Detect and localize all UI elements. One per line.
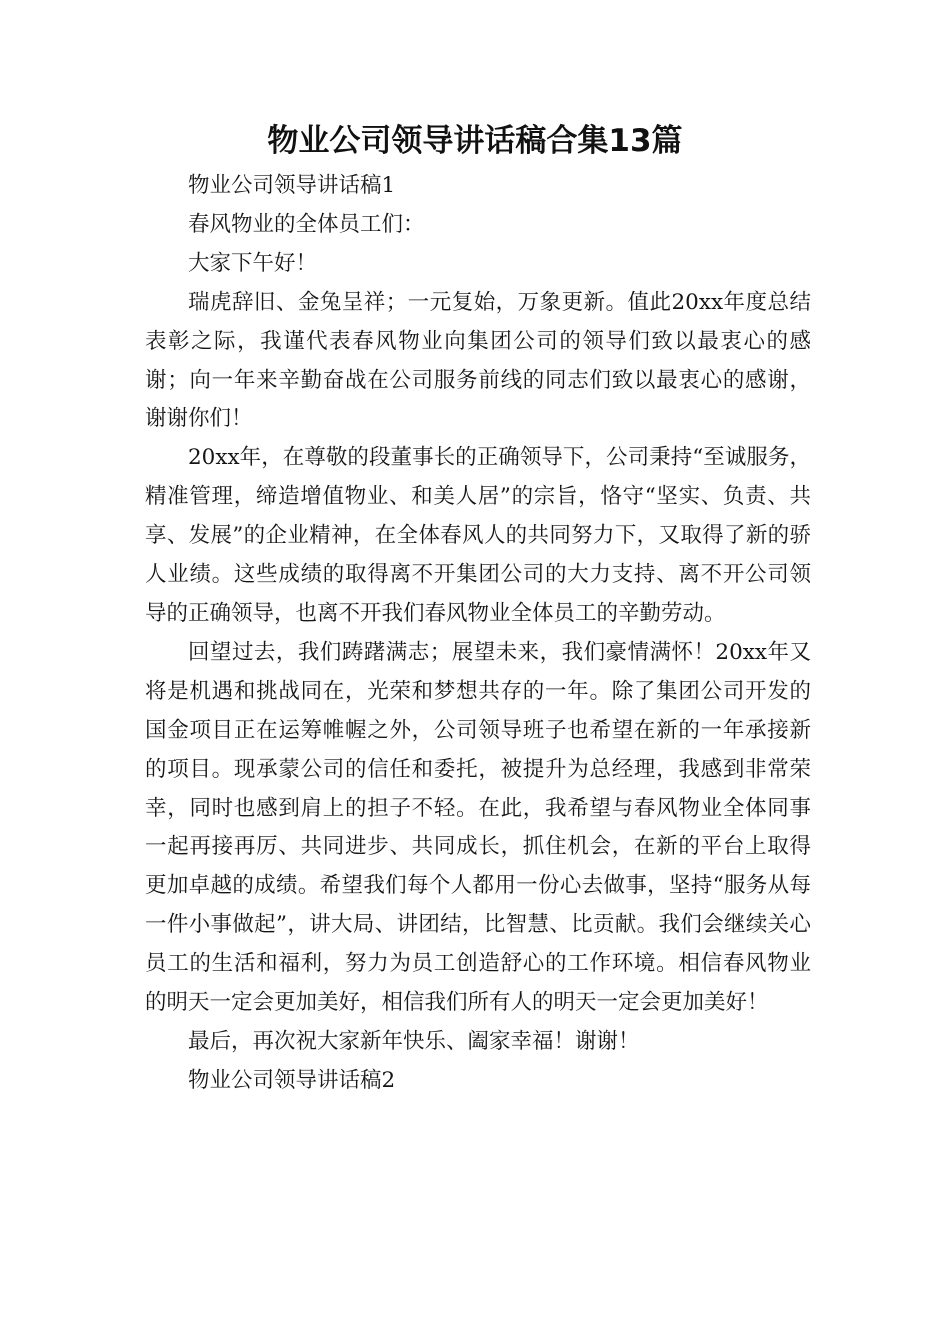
- body-paragraph: 瑞虎辞旧、金兔呈祥；一元复始，万象更新。值此20xx年度总结表彰之际，我谨代表春风物业向集团公司的领导们致以最衷心的感谢；向一年来辛勤奋战在公司服务前线的同志们致以最衷心的感谢，谢谢你们！: [145, 289, 811, 432]
- body-paragraph: 20xx年，在尊敬的段董事长的正确领导下，公司秉持“至诚服务，精准管理，缔造增值物业、和美人居”的宗旨，恪守“坚实、负责、共享、发展”的企业精神，在全体春风人的共同努力下，又取得了新的骄人业绩。这些成绩的取得离不开集团公司的大力支持、离不开公司领导的正确领导，也离不开我们春风物业全体员工的辛勤劳动。: [145, 445, 811, 626]
- section-heading: 物业公司领导讲话稿2: [188, 1067, 396, 1093]
- section-heading: 物业公司领导讲话稿1: [188, 173, 396, 198]
- body-paragraph: 回望过去，我们踌躇满志；展望未来，我们豪情满怀！20xx年又将是机遇和挑战同在，光荣和梦想共存的一年。除了集团公司开发的国金项目正在运筹帷幄之外，公司领导班子也希望在新的一年承接新的项目。现承蒙公司的信任和委托，被提升为总经理，我感到非常荣幸，同时也感到肩上的担子不轻。在此，我希望与春风物业全体同事一起再接再厉、共同进步、共同成长，抓住机会，在新的平台上取得更加卓越的成绩。希望我们每个人都用一份心去做事，坚持“服务从每一件小事做起”，讲大局、讲团结，比智慧、比贡献。我们会继续关心员工的生活和福利，努力为员工创造舒心的工作环境。相信春风物业的明天一定会更加美好，相信我们所有人的明天一定会更加美好！: [145, 639, 811, 1016]
- closing-paragraph: 最后，再次祝大家新年快乐、阖家幸福！谢谢！: [188, 1028, 640, 1054]
- document-title: 物业公司领导讲话稿合集13篇: [267, 123, 683, 159]
- greeting: 大家下午好！: [188, 250, 318, 276]
- document-body: [145, 167, 811, 1101]
- salutation: 春风物业的全体员工们：: [188, 211, 425, 237]
